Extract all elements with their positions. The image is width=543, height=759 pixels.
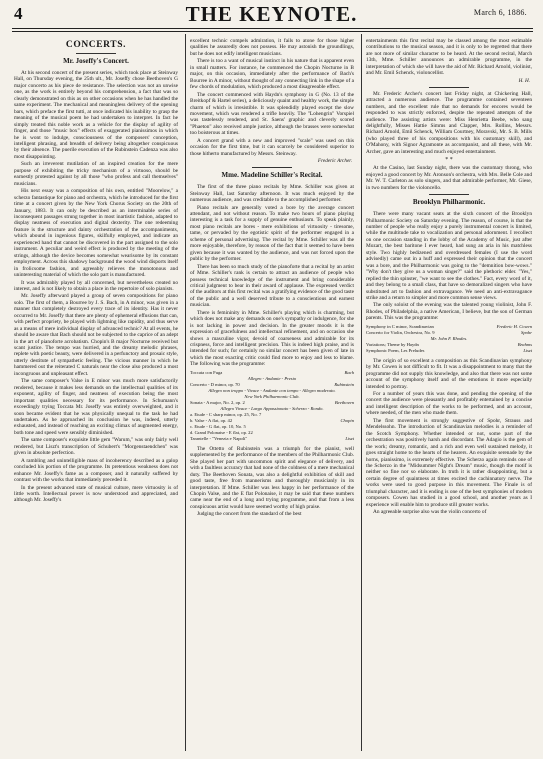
divider <box>76 53 116 54</box>
column-divider <box>185 34 186 751</box>
masthead-rule <box>12 28 533 29</box>
article-paragraph: Mr. Frederic Archer's concert last Friday night, at Chickering Hall, attracted a numerous audience. The programme contained seventeen numbers, and the excellent rule that no demands for encores would be responded to was strictly enforced, despite the repeated attempts of the audience. The assisting artists were: Miss Henrietta Beebe, who sang delightfully, Misses Hattie Simms and Clapper, Mrs. Rollins, Messrs. Richard Arnold, Emil Schenck, William Courtney, Moravski, Mr. S. B. Mills (who played three of his compositions with his customary skill), and O'Mahony, with Signor Agramonte as accompanist, and all these, with Mr. Archer, gave an interesting and much enjoyed entertainment. <box>366 90 532 155</box>
column-divider <box>361 34 362 751</box>
section-heading: CONCERTS. <box>65 40 127 50</box>
programme-item: d. Grand Polonaise - E flat, op. 22 <box>190 429 253 435</box>
article-paragraph: At his second concert of the present series, which took place at Steinway Hall, on Thursday evening, the 25th ult., Mr. Joseffy chose Beethoven's G major concerto as his piece de resistance. The selection was not an unwise one, as the work is entirely beyond his comprehension, a fact that was so clearly demonstrated on this as on other occasions when he has handled the same experiment. The mechanical and meaningless delivery of the opening bars, which preface the first tutti, at once indicated his inability to grasp the meaning of the musical poem he had undertaken to interpret. In fact he simply treated this noble work as a vehicle for the display of agility of finger, and those "music box" effects of exaggerated pianissimos in which he is wont to indulge, consciousness of the composers' conception, intelligent phrasing, and breadth of delivery being altogether conspicuous by their absence. The puerile execution of the Rubinstein Cadenza was also most disappointing. <box>14 70 178 160</box>
article-paragraph: entertainments this first recital may be classed among the most estimable contributions to the musical season, and it is only to be regretted that there are not more of similar character to be heard. At the second recital, March 13th, Mme. Schiller announces an admirable programme, in the interpretation of which she will have the aid of Mr. Richard Arnold, violinist, and Mr. Emil Schenck, violoncellist. <box>366 38 532 77</box>
programme-item: Allegro non troppo - Vivace - Andante con tempo - Allegro moderato. <box>208 387 336 393</box>
article-paragraph: There has been so much study of the pianoforte that a recital by an artist of Mme. Schiller's rank is certain to attract an audience of people who possess technical knowledge of the instrument and bring considerable critical judgment to bear in their award of applause. The expressed verdict of the auditors at this first recital was a gratifying evidence of the good taste of the public and a well deserved tribute to a conscientious and earnest musician. <box>190 263 354 309</box>
article-paragraph: The concert commenced with Haydn's symphony in G (No. 13 of the Breitkopf & Hartel series), a deliciously quaint and healthy work, the simple charm of which is irresistible. It was splendidly played except the slow movement, which was rendered a trifle heavily. The "Lohengrin" Vorspiel was tastelessly rendered, and St. Saens' graphic and cleverly scored "Phaeton" also received ample justice, although the brasses were somewhat too boisterous at times. <box>190 91 354 137</box>
programme-item: Toccata con Fuga Bach <box>190 369 354 375</box>
programme-item: New York Philharmonic Club. <box>244 393 300 399</box>
column-2 <box>190 38 354 753</box>
programme-item: Allegro - Andante - Presto <box>247 375 297 381</box>
programme-item: Variations; Theme by Haydn Brahms <box>366 341 532 347</box>
author-initials: H. H. <box>518 77 530 84</box>
article-paragraph: A rambling and unintelligible mass of incoherency described as a galop concluded his portion of the programme. Its pretentious weakness does not enhance Mr. Joseffy's fame as a composer, and it naturally suffered by contrast with the works that immediately preceded it. <box>14 457 178 484</box>
programme-item: b. Valse - A flat, op. 42 Chopin <box>190 417 354 423</box>
article-paragraph: The Ottetto of Rubinstein was a triumph for the pianist, well supplemented by the performance of the members of the Philharmonic Club. She played her part with uncommon spirit and elegance of delivery, and with a faultless accuracy that had none of the coldness of a mere mechanical duty. The Beethoven Sonata, was also a delightful exhibition of skill and good taste, free from mannerisms and thoroughly musicianly in its interpretation. If Mme. Schiller was less happy in her performance of the Chopin Valse, and the E flat Polonaise, it may be said that these numbers came near the end of a long and trying programme, and that from a less conspicuous artist would have seemed worthy of high praise. <box>190 445 354 510</box>
article-paragraph: His next essay was a composition of his own, entitled "Moorelow," a scherzo fantastique for piano and orchestra, which he introduced for the first time at a concert given by the New York Chorus Society on the 20th of January, 1883. It can only be described as an interminable series of inconsequent passages strung together in most inartistic fashion, adapted to display neatness of execution and digital dexterity. The one redeeming feature is the structure and dainty orchestration of the accompaniments, which abound in ingenious figures, skilfully employed, and indicate an experienced hand that cannot be discovered in the part assigned to the solo instrument. A peculiar and weird effect is produced by the meeting of the strings, although the device becomes somewhat wearisome by its constant employment. Across this shadowy background the wood wind disports itself in frolicsome fashion, and agreeably relieves the monotonous and uninteresting material of which the solo part is manufactured. <box>14 188 178 279</box>
article-paragraph: The origin of so excellent a composition as this Scandinavian symphony by Mr. Cowen is not difficult to fit. It was a disappointment to many that the programme did not supply this knowledge, and also that there was not some account of the symphony itself and of the emotions it more especially intended to portray. <box>366 357 532 390</box>
article-title: Brooklyn Philharmonic. <box>412 198 486 207</box>
article-paragraph: The same composer's exquisite little gem "Warum," was only fairly well rendered, but Liszt's transcription of Schubert's "Morgenstaendchen" was given in absolute perfection. <box>14 437 178 457</box>
article-paragraph: There is too a want of musical instinct in his nature that is apparent even in small matters. For instance, he commenced the Chopin Nocturne in B major, on this occasion, immediately after the performance of Bach's Bourree in A minor, without thought of any connecting link in the shape of a few chords of modulation, which produced a most disagreeable effect. <box>190 58 354 91</box>
article-paragraph: The first of the three piano recitals by Mme. Schiller was given at Steinway Hall, last Saturday afternoon. It was much enjoyed by the numerous audience, and was creditable to the accomplished performer. <box>190 184 354 204</box>
divider <box>429 87 469 88</box>
article-paragraph: For a number of years this was done, and pending the opening of the concert the audience were pleasantly and profitably entertained by a concise and intelligent description of the works to be performed, and an account, where needed, of the men who made them. <box>366 391 532 417</box>
article-paragraph: The first movement is strongly suggestive of Spohr, Strauss and Mendelssohn. The introduction of Scandinavian melodies is a reminder of the Scotch Symphony. Whether intended or not, some part of the orchestration was positively harsh and discordant. The Adagio is the gem of the work; dreamy, romantic, and a rich and even well sustained melody, it goes straight home to the hearts of the hearers. An exquisite serenade by the horns, pianissimo, is extremely effective. The Scherzo again reminds one of the Scherzo in the "Midsummer Night's Dream" music, though the motif is neither so fine nor so elaborate. In truth it is rather disappointing, but a certain degree of quaintness at times excited the cachinnatory nerve. The works were used to good purpose in this movement. The Finale is of triumphal character, and it is ending is one of the best symphonies of modern composers. Cowen has studied in a good school, and another years as I experience will enable him to produce still greater works. <box>366 417 532 508</box>
programme-item: c. Etude - G flat, op. 10, No. 5 <box>190 423 246 429</box>
article-paragraph: An agreeable surprise also was the violin concerto of <box>373 509 487 516</box>
article-paragraph: The same composer's Valse in E minor was much more satisfactorily rendered, because it makes less demands on the intellectual qualities of its exponent, agility of finger, and neatness of execution being the most important qualities necessary for its performance. In Schumann's exceedingly trying Toccata Mr. Joseffy was entirely overweighted, and it soon became evident that he was physically unequal to the task he had undertaken. As he approached its conclusion he was, indeed, utterly exhausted, and instead of reaching an exciting climax of augmented energy, both tone and speed were sensibly diminished. <box>14 378 178 436</box>
masthead <box>0 0 543 30</box>
article-paragraph: excellent technic compels admiration, it fails to atone for those higher qualities he assuredly does not possess. He may astonish the groundlings, but he does not edify intelligent musicians. <box>190 38 354 57</box>
asterism: * * <box>445 157 453 164</box>
programme-item: Sonata - A major, No. 2, op. 2 Beethoven <box>190 399 354 405</box>
programme-item: Mr. John F. Rhodes. <box>430 335 468 341</box>
article-paragraph: Judging the concert from the standard of the best <box>197 511 302 518</box>
page-number: 4 <box>14 4 23 23</box>
article-paragraph: At the Casino, last Sunday night, there was the customary throng, who enjoyed a good concert by Mr. Aronson's orchestra, with Mrs. Belle Cole and Mr. W. T. Carleton as solo singers, and that admirable performer, Mr. Giese, in two numbers for the violoncello. <box>366 165 532 191</box>
article-paragraph: There is femininity in Mme. Schiller's playing which is charming, but which does not make any demands on one's sympathy or indulgence, for she is not lacking in power and decision. In the greater moods it is the expression of gracefulness and intellectual refinement, and on occasion she shows a masculine vigor, devoid of coarseness and admirable for its crispness, force and intelligent precision. This is indeed high praise, and is intended for such; for certainly no similar concert has been given of late in which the most exacting critic could find more to enjoy and less to blame. The following was the programme: <box>190 309 354 368</box>
issue-date: March 6, 1886. <box>473 8 527 17</box>
programme-item: Symphony in C minor, Scandinavian Frederic H. Cowen <box>366 323 532 329</box>
article-paragraph: Piano recitals are generally voted a bore by the average concert attendant, and not without reason. To make two hours of piano playing interesting is a task for a supply of genuine enthusiasm. To speak plainly, most piano recitals are bores - mere exhibitions of virtuosity - tiresome, tame, or pervaded by the egotistic spirit of the performer engaged in a scheme of personal advertising. The recital by Mme. Schiller was all the more enjoyable, therefore, by reason of the fact that it seemed to have been given because it was wanted by the audience, and was not forced upon the public by the performer. <box>190 204 354 263</box>
programme-item: Concerto - D minor, op. 70 Rubinstein <box>190 381 354 387</box>
divider <box>252 167 292 168</box>
programme-item: a. Etude - C sharp minor, op. 25, No. 7 <box>190 411 262 417</box>
divider <box>429 194 469 195</box>
column-1 <box>14 38 178 753</box>
author-signature: Frederic Archer. <box>317 158 352 165</box>
programme-item: Concerto for Violin, Orchestra, No. 9 Spohr <box>366 329 532 335</box>
article-paragraph: Mr. Joseffy afterward played a group of seven compositions for piano solo. The first of them, a Bourree by J. S. Bach, in A minor, was given in a manner that completely destroyed every trace of its identity. Has it never occurred to Mr. Joseffy that there are plenty of ephemeral effusions that can, with perfect propriety, be played with lightning like rapidity, and thus serve as a means of mere individual display of advanced technic? At all events, he should be aware that Bach should not be subjected to the caprice of an adept in the art of pianoforte acrobatism. Chopin's B major Nocturne received but scant justice. The tempo was hurried, and the dreamy melodic phrases, replete with poetic beauty, were delivered in a perfunctory and prosaic style, utterly destitute of sympathetic feeling. The vicious manner in which he hammered out the reiterated C naturals near the close also produced a most incongruous and unpleasant effect. <box>14 293 178 377</box>
programme-item: Allegro Vivace - Largo Appassionato - Scherzo - Rondo. <box>220 405 324 411</box>
column-3 <box>366 38 532 753</box>
article-title: Mr. Joseffy's Concert. <box>63 57 129 65</box>
masthead-rule-thin <box>12 31 533 32</box>
article-paragraph: The only soloist of the evening was the talented young violinist, John F. Rhodes, of Philadelphia, a native American, I believe, but the son of German parents. This was the programme: <box>366 302 532 322</box>
programme-list <box>366 324 532 354</box>
article-paragraph: In the present advanced state of musical culture, mere virtuosity is of little worth. Intellectual power is now understood and appreciated, and although Mr. Joseffy's <box>14 484 178 504</box>
article-paragraph: There were many vacant seats at the sixth concert of the Brooklyn Philharmonic Society on Saturday evening. The reason, of course, is that the number of people who really enjoy a purely instrumental concert is limited, while the multitude take to vocalization and personal adornment. I recollect on one occasion standing in the lobby of the Academy of Music, just after Mozart, the best baritone I ever heard, had sung an aria in his matchless style. Two highly bedizened and overdressed females (I use the word advisedly) came out in a huff and expressed their opinion that the concert was a bore, and the Philharmonic was going to the "demnition bow-wows." "Why don't they give us a woman singer?" said the plethoric elder. "Yes," replied the thin spinster, "we want to see the clothes." Fact, every word of it, and they belong to a small class, that have so demoralized singers who have substituted art to fashion and extravagance. We need an anti-extravagance strike and a return to simpler and more common sense views. <box>366 211 532 301</box>
programme-item: Symphonic Poem, Les Preludes Liszt <box>366 347 532 353</box>
article-paragraph: It was admirably played by all concerned, but nevertheless created no interest, and is not likely to obtain a place in the repertoire of solo pianists. <box>14 279 178 292</box>
article-paragraph: A concert grand with a new and improved "scale" was used on this occasion for the first time, but it can scarcely be considered superior to those hitherto manufactured by Messrs. Steinway. <box>190 137 354 157</box>
article-paragraph: Such an irreverent mutilation of an inspired creation for the mere purpose of exhibiting the tricky mechanism of a virtuoso, should be earnestly protested against by all those "who profess and call themselves" musicians. <box>14 161 178 187</box>
article-title: Mme. Madeline Schiller's Recital. <box>221 171 323 180</box>
programme-item: Tarantelle - "Venezia e Napoli" Liszt <box>190 435 354 441</box>
programme-list <box>190 370 354 442</box>
newspaper-title: THE KEYNOTE. <box>185 2 358 26</box>
